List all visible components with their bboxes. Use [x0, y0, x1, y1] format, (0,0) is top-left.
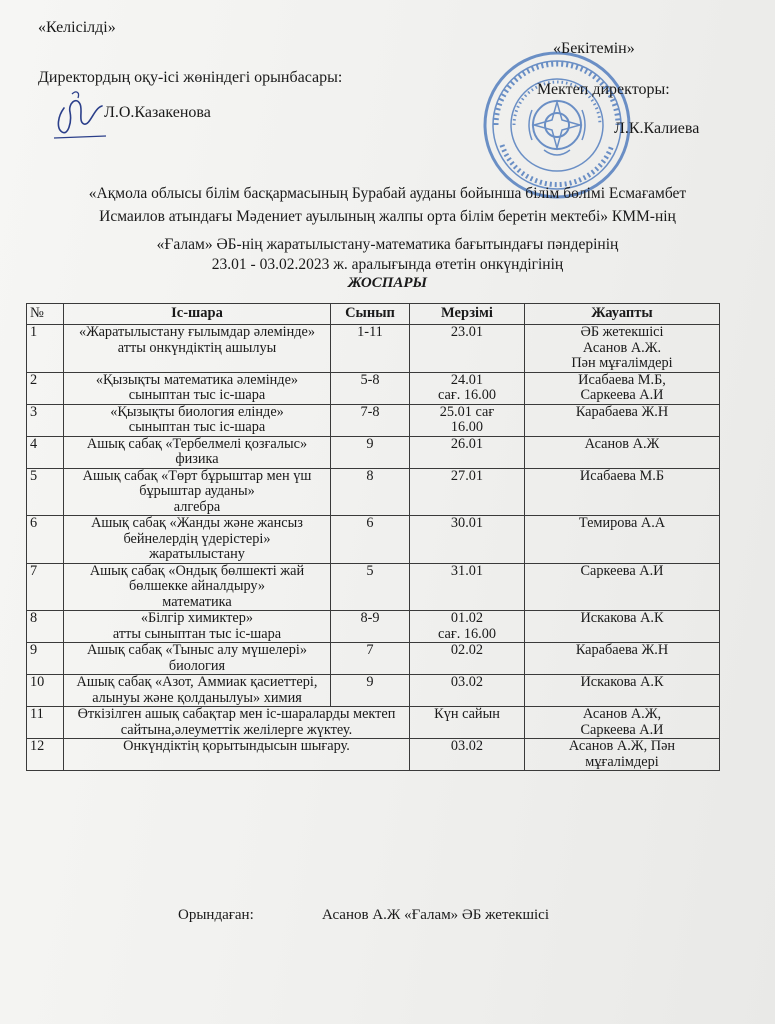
- row-date: 24.01 сағ. 16.00: [410, 372, 525, 404]
- row-class: 8: [331, 468, 410, 516]
- event-description-line-2: 23.01 - 03.02.2023 ж. аралығында өтетін онкүндігінің: [211, 256, 564, 273]
- institution-line-1: «Ақмола облысы білім басқармасының Бурабай ауданы бойынша білім бөлімі Есмағамбет: [88, 185, 687, 202]
- header-date: Мерзімі: [410, 304, 525, 325]
- stamp-icon: [482, 50, 632, 200]
- row-number: 7: [27, 563, 64, 611]
- table-row: [27, 516, 720, 564]
- header-event: Іс-шара: [64, 304, 331, 325]
- row-class: Күн сайын: [410, 707, 525, 739]
- row-responsible: Исабаева М.Б: [525, 468, 720, 516]
- row-date: 03.02: [410, 739, 525, 771]
- table-row: [27, 675, 720, 707]
- school-director-name: Л.К.Калиева: [614, 120, 700, 137]
- row-number: 1: [27, 325, 64, 373]
- row-class: 9: [331, 675, 410, 707]
- row-responsible: Асанов А.Ж, Пән мұғалімдері: [525, 739, 720, 771]
- row-class: 5: [331, 563, 410, 611]
- row-number: 11: [27, 707, 64, 739]
- row-responsible: Асанов А.Ж: [525, 436, 720, 468]
- plan-table: [26, 303, 720, 771]
- header-class: Сынып: [331, 304, 410, 325]
- approved-heading: «Бекітемін»: [553, 40, 635, 57]
- row-event: Онкүндіктің қорытындысын шығару.: [64, 739, 410, 771]
- table-row: [27, 372, 720, 404]
- row-number: 2: [27, 372, 64, 404]
- institution-line-2: Исмаилов атындағы Мәдениет ауылының жалпы орта білім беретін мектебі» КММ-нің: [99, 208, 676, 225]
- row-class: 8-9: [331, 611, 410, 643]
- row-responsible: Искакова А.К: [525, 611, 720, 643]
- row-date: 27.01: [410, 468, 525, 516]
- row-number: 5: [27, 468, 64, 516]
- agreed-heading: «Келісілді»: [38, 19, 116, 36]
- row-date: 23.01: [410, 325, 525, 373]
- row-number: 4: [27, 436, 64, 468]
- row-responsible: Искакова А.К: [525, 675, 720, 707]
- row-class: 7-8: [331, 404, 410, 436]
- school-director-title: Мектеп директоры:: [537, 81, 670, 98]
- table-row: [27, 739, 720, 771]
- row-event: Ашық сабақ «Жанды және жансыз бейнелердің үдерістері» жаратылыстану: [64, 516, 331, 564]
- row-event: Өткізілген ашық сабақтар мен іс-шараларды мектеп сайтына,әлеуметтік желілерге жүктеу.: [64, 707, 410, 739]
- row-responsible: ӘБ жетекшісі Асанов А.Ж. Пән мұғалімдері: [525, 325, 720, 373]
- row-date: 03.02: [410, 675, 525, 707]
- row-event: Ашық сабақ «Азот, Аммиак қасиеттері, алынуы және қолданылуы» химия: [64, 675, 331, 707]
- row-event: Ашық сабақ «Ондық бөлшекті жай бөлшекке айналдыру» математика: [64, 563, 331, 611]
- row-responsible: Темирова А.А: [525, 516, 720, 564]
- row-event: «Жаратылыстану ғылымдар әлемінде» атты онкүндіктің ашылуы: [64, 325, 331, 373]
- table-row: [27, 436, 720, 468]
- row-class: 5-8: [331, 372, 410, 404]
- row-event: «Қызықты биология елінде» сыныптан тыс іс-шара: [64, 404, 331, 436]
- row-event: Ашық сабақ «Тыныс алу мүшелері» биология: [64, 643, 331, 675]
- row-number: 8: [27, 611, 64, 643]
- plan-title: ЖОСПАРЫ: [347, 275, 428, 291]
- row-event: Ашық сабақ «Тербелмелі қозғалыс» физика: [64, 436, 331, 468]
- row-class: 1-11: [331, 325, 410, 373]
- table-row: [27, 707, 720, 739]
- performed-by-name: Асанов А.Ж «Ғалам» ӘБ жетекшісі: [322, 907, 549, 923]
- table-row: [27, 643, 720, 675]
- row-date: 02.02: [410, 643, 525, 675]
- row-responsible: Асанов А.Ж, Саркеева А.И: [525, 707, 720, 739]
- row-date: 31.01: [410, 563, 525, 611]
- row-number: 12: [27, 739, 64, 771]
- table-header-row: [27, 304, 720, 325]
- row-number: 10: [27, 675, 64, 707]
- row-responsible: Карабаева Ж.Н: [525, 404, 720, 436]
- row-event: Ашық сабақ «Төрт бұрыштар мен үш бұрыштар ауданы» алгебра: [64, 468, 331, 516]
- performed-by-label: Орындаған:: [178, 907, 254, 923]
- row-class: 7: [331, 643, 410, 675]
- row-event: «Білгір химиктер» атты сыныптан тыс іс-шара: [64, 611, 331, 643]
- row-event: «Қызықты математика әлемінде» сыныптан тыс іс-шара: [64, 372, 331, 404]
- row-class: 9: [331, 436, 410, 468]
- header-responsible: Жауапты: [525, 304, 720, 325]
- row-class: 6: [331, 516, 410, 564]
- event-description-line-1: «Ғалам» ӘБ-нің жаратылыстану-математика бағытындағы пәндерінің: [156, 236, 619, 253]
- row-number: 9: [27, 643, 64, 675]
- table-row: [27, 404, 720, 436]
- row-responsible: Исабаева М.Б, Саркеева А.И: [525, 372, 720, 404]
- table-row: [27, 468, 720, 516]
- header-number: №: [27, 304, 64, 325]
- table-row: [27, 611, 720, 643]
- row-date: 30.01: [410, 516, 525, 564]
- row-responsible: Карабаева Ж.Н: [525, 643, 720, 675]
- table-row: [27, 563, 720, 611]
- signature-icon: [50, 86, 110, 142]
- row-date: 26.01: [410, 436, 525, 468]
- table-row: [27, 325, 720, 373]
- row-date: 25.01 сағ 16.00: [410, 404, 525, 436]
- row-number: 3: [27, 404, 64, 436]
- row-responsible: Саркеева А.И: [525, 563, 720, 611]
- row-date: 01.02 сағ. 16.00: [410, 611, 525, 643]
- deputy-director-name: Л.О.Казакенова: [104, 104, 211, 121]
- row-number: 6: [27, 516, 64, 564]
- deputy-director-title: Директордың оқу-ісі жөніндегі орынбасары:: [38, 69, 343, 86]
